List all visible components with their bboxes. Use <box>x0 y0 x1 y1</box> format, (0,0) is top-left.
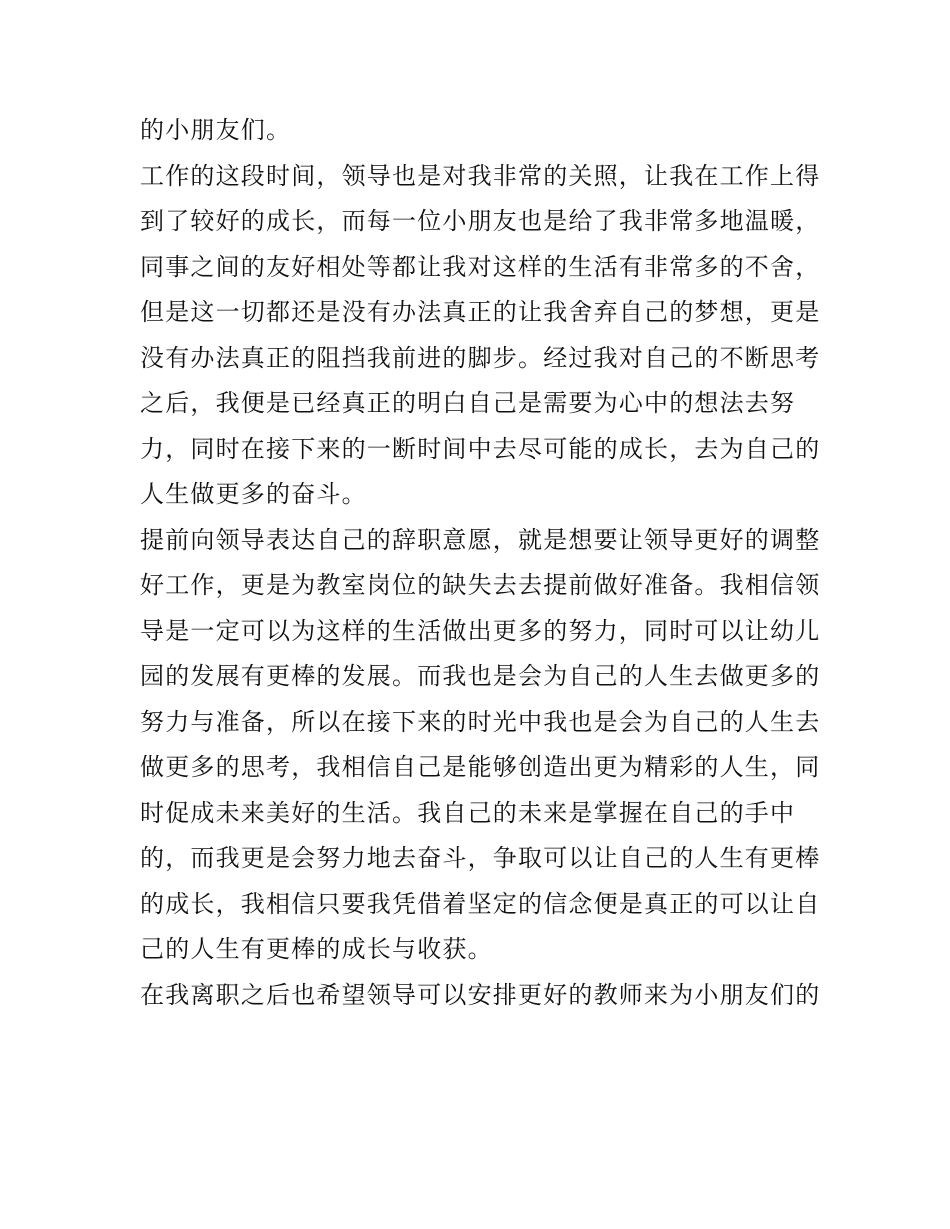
text-line: 没有办法真正的阻挡我前进的脚步。经过我对自己的不断思考 <box>140 343 821 372</box>
text-line: 努力与准备，所以在接下来的时光中我也是会为自己的人生去 <box>140 707 821 736</box>
text-line: 工作的这段时间，领导也是对我非常的关照，让我在工作上得 <box>140 161 821 190</box>
text-line: 的，而我更是会努力地去奋斗，争取可以让自己的人生有更棒 <box>140 844 821 872</box>
text-line: 的成长，我相信只要我凭借着坚定的信念便是真正的可以让自 <box>140 889 821 918</box>
text-line: 提前向领导表达自己的辞职意愿，就是想要让领导更好的调整 <box>140 525 821 554</box>
text-line: 园的发展有更棒的发展。而我也是会为自己的人生去做更多的 <box>140 662 821 690</box>
text-line: 时促成未来美好的生活。我自己的未来是掌握在自己的手中 <box>140 798 796 827</box>
text-line: 但是这一切都还是没有办法真正的让我舍弃自己的梦想，更是 <box>140 298 821 326</box>
text-line: 到了较好的成长，而每一位小朋友也是给了我非常多地温暖， <box>140 207 821 235</box>
text-line: 好工作，更是为教室岗位的缺失去去提前做好准备。我相信领 <box>140 571 821 599</box>
text-line: 的小朋友们。 <box>140 116 292 144</box>
text-line: 同事之间的友好相处等都让我对这样的生活有非常多的不舍， <box>140 252 821 281</box>
text-line: 之后，我便是已经真正的明白自己是需要为心中的想法去努 <box>140 389 796 417</box>
text-line: 做更多的思考，我相信自己是能够创造出更为精彩的人生，同 <box>140 753 821 781</box>
document-body <box>140 108 830 1018</box>
text-line: 人生做更多的奋斗。 <box>140 480 367 508</box>
text-line: 导是一定可以为这样的生活做出更多的努力，同时可以让幼儿 <box>140 616 821 645</box>
text-line: 力，同时在接下来的一断时间中去尽可能的成长，去为自己的 <box>140 434 821 463</box>
text-line: 己的人生有更棒的成长与收获。 <box>140 935 493 963</box>
text-line: 在我离职之后也希望领导可以安排更好的教师来为小朋友们的 <box>140 980 821 1009</box>
